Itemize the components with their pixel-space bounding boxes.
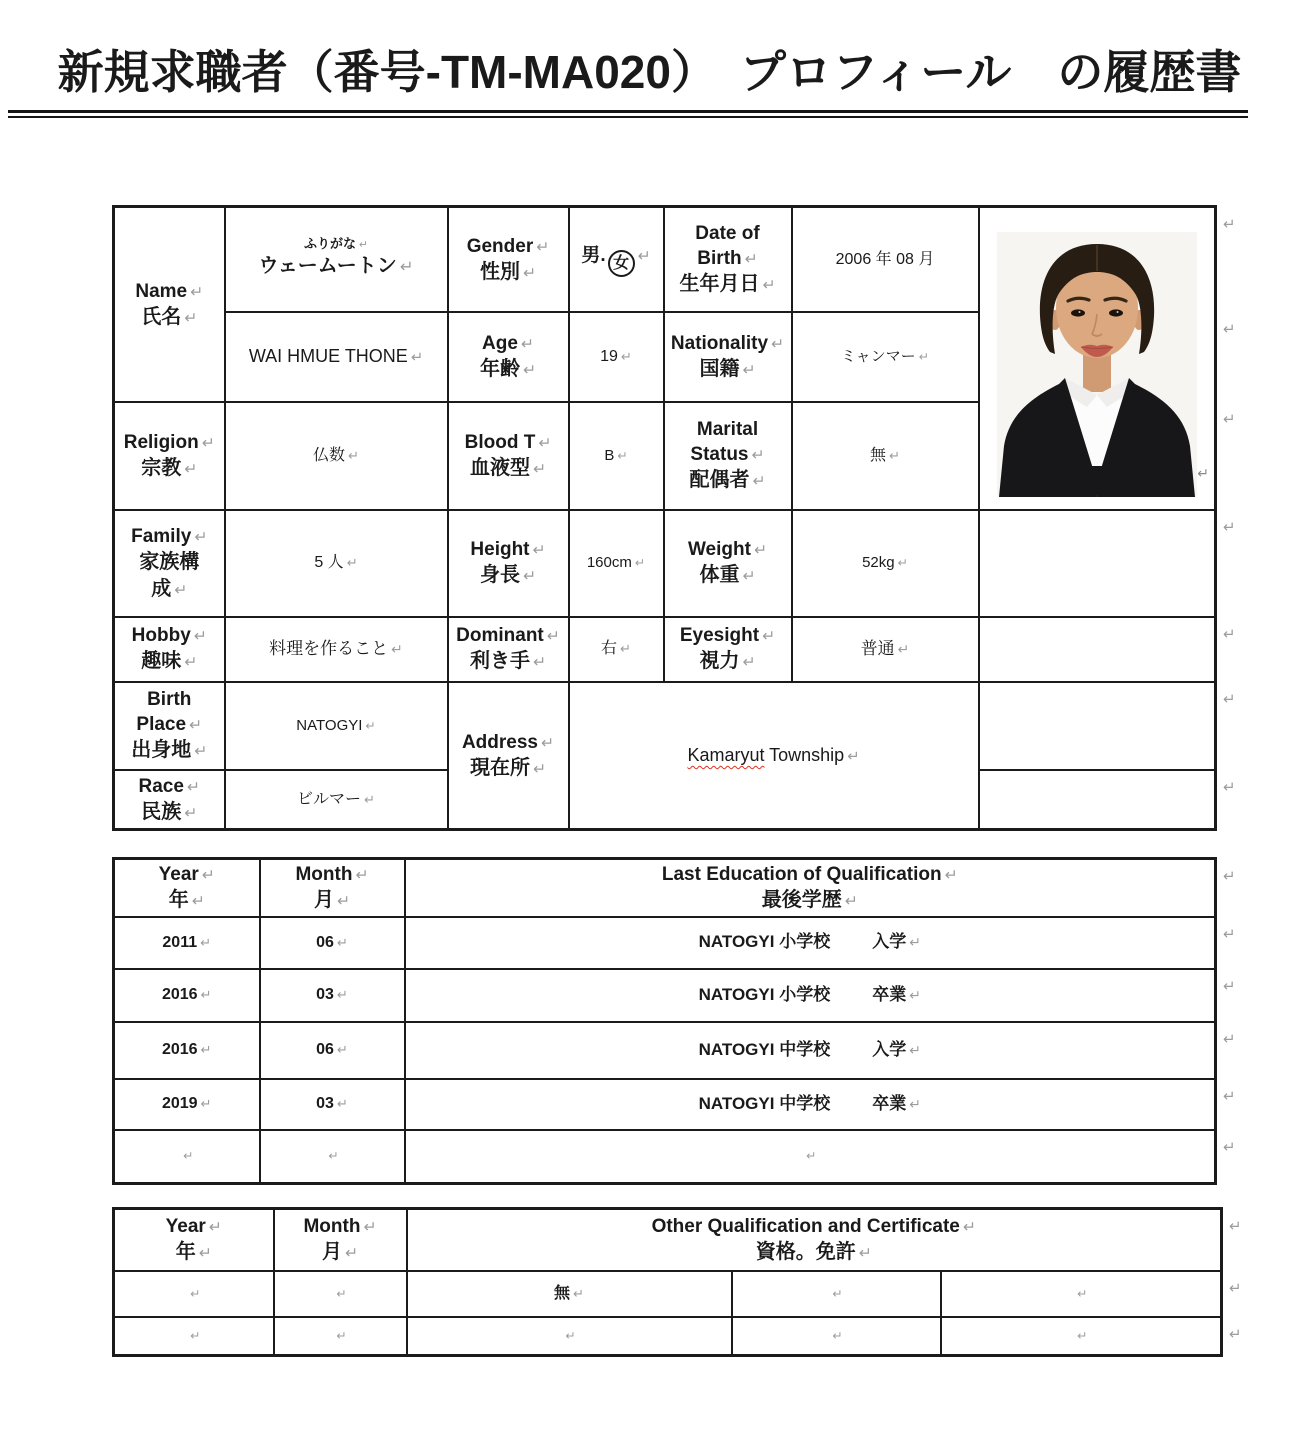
text-run: 06 (316, 1041, 334, 1059)
return-mark: ↵ (752, 472, 766, 491)
return-mark: ↵ (194, 742, 208, 761)
edu-row5-month-empty (260, 1130, 405, 1184)
qual-row1-sub-empty-1 (732, 1271, 941, 1317)
return-mark: ↵ (522, 263, 537, 282)
race-value (225, 770, 448, 830)
return-mark: ↵ (174, 580, 188, 599)
return-mark: ↵ (844, 892, 858, 911)
text-run: Family (131, 526, 192, 548)
age-value (569, 312, 664, 402)
table-row (114, 917, 1216, 969)
profile-table-wrap (112, 205, 1236, 831)
return-mark: ↵ (889, 448, 900, 464)
qual-row2-sub-empty-2 (941, 1317, 1222, 1356)
return-mark: ↵ (617, 448, 628, 463)
edu-row4-desc (405, 1079, 1216, 1130)
text-run: 2016 (161, 1041, 198, 1059)
text-run: Address (461, 731, 538, 753)
qual-row1-year-empty (114, 1271, 274, 1317)
qual-title-header (407, 1209, 1222, 1271)
row-end-mark: ↵ (1223, 867, 1236, 885)
text-run: 仏数 (313, 446, 346, 464)
text-run: ビルマー (297, 790, 362, 808)
table-row (114, 617, 1216, 682)
text-run: 卒業 (872, 984, 907, 1004)
return-mark: ↵ (909, 1042, 921, 1059)
return-mark: ↵ (1077, 1286, 1088, 1301)
text-run: 年齢 (479, 357, 520, 380)
return-mark: ↵ (359, 238, 368, 252)
title-underline-rule (8, 110, 1248, 118)
table-row (114, 510, 1216, 617)
birthplace-value (225, 682, 448, 770)
text-run: Nationality (670, 332, 769, 354)
hobby-label (114, 617, 225, 682)
applicant-photo (997, 232, 1197, 497)
text-run: 配偶者 (689, 469, 750, 492)
text-run: NATOGYI 中学校 (698, 1093, 831, 1113)
address-value (569, 682, 979, 830)
nationality-label (664, 312, 792, 402)
table-row (114, 1022, 1216, 1079)
return-mark: ↵ (190, 1286, 201, 1301)
height-label (448, 510, 569, 617)
return-mark: ↵ (328, 1149, 339, 1164)
return-mark: ↵ (189, 716, 203, 735)
return-mark: ↵ (184, 308, 198, 327)
qual-row2-value-empty (407, 1317, 732, 1356)
text-run: NATOGYI (296, 716, 363, 734)
text-run: 料理を作ること (269, 638, 389, 658)
dominant-hand-value (569, 617, 664, 682)
text-run: Race (138, 775, 184, 797)
text-run: ミャンマー (840, 347, 916, 365)
text-run: 03 (316, 1095, 334, 1113)
text-run: WAI HMUE THONE (248, 346, 408, 367)
row-end-mark: ↵ (1223, 410, 1236, 428)
edu-row2-month (260, 969, 405, 1022)
return-mark: ↵ (336, 935, 348, 951)
return-mark: ↵ (832, 1286, 843, 1301)
table-row (114, 207, 1216, 312)
text-run: ふりがな (304, 236, 357, 252)
return-mark: ↵ (742, 567, 756, 586)
text-run: 体重 (699, 564, 740, 587)
return-mark: ↵ (847, 748, 860, 766)
table-row (114, 859, 1216, 917)
birthplace-label (114, 682, 225, 770)
race-label (114, 770, 225, 830)
return-mark: ↵ (190, 1328, 201, 1343)
return-mark: ↵ (208, 1218, 222, 1237)
text-run: 19 (600, 347, 618, 365)
return-mark: ↵ (186, 777, 200, 796)
age-label (448, 312, 569, 402)
text-run: Month (303, 1216, 361, 1238)
text-run: 2011 (162, 933, 198, 951)
text-run: NATOGYI 小学校 (698, 984, 831, 1004)
text-run: Last Education of Qualification (661, 864, 942, 886)
row-end-mark: ↵ (1223, 625, 1236, 643)
row-end-mark: ↵ (1223, 1087, 1236, 1105)
text-run: Hobby (131, 625, 191, 647)
text-run: NATOGYI 中学校 (698, 1039, 831, 1059)
return-mark: ↵ (364, 792, 375, 808)
text-run: 利き手 (469, 650, 530, 673)
return-mark: ↵ (344, 1244, 359, 1263)
table-row (114, 1130, 1216, 1184)
education-history-table (112, 857, 1217, 1185)
row-end-mark: ↵ (1223, 1138, 1236, 1156)
return-mark: ↵ (183, 1149, 194, 1164)
name-value (225, 312, 448, 402)
text-run: Eyesight (679, 625, 760, 647)
marital-status-value (792, 402, 979, 510)
return-mark: ↵ (193, 627, 207, 646)
text-run: Weight (687, 539, 751, 561)
nationality-value (792, 312, 979, 402)
text-run: 無 (870, 446, 887, 464)
table-row (114, 682, 1216, 770)
return-mark: ↵ (744, 250, 758, 269)
text-run: 無 (554, 1284, 571, 1302)
return-mark: ↵ (546, 627, 560, 646)
edu-row3-desc (405, 1022, 1216, 1079)
family-value (225, 510, 448, 617)
hobby-value (225, 617, 448, 682)
return-mark: ↵ (348, 448, 359, 464)
return-mark: ↵ (184, 803, 198, 822)
edu-row3-year (114, 1022, 260, 1079)
qual-row1-value-none (407, 1271, 732, 1317)
text-run: 現在所 (469, 756, 530, 779)
text-run: Other Qualification and Certificate (651, 1216, 960, 1238)
birthdate-value (792, 207, 979, 312)
text-run: 月 (321, 1241, 342, 1264)
text-run: 最後学歴 (761, 889, 842, 912)
return-mark: ↵ (565, 1328, 576, 1343)
bloodtype-label (448, 402, 569, 510)
edu-row2-desc (405, 969, 1216, 1022)
gender-value (569, 207, 664, 312)
return-mark: ↵ (897, 641, 910, 658)
row-end-mark: ↵ (1229, 1325, 1242, 1343)
eyesight-value (792, 617, 979, 682)
text-run: B (604, 446, 615, 464)
return-mark: ↵ (200, 988, 212, 1004)
table-row (114, 1271, 1222, 1317)
return-mark: ↵ (753, 541, 768, 560)
return-mark: ↵ (858, 1244, 872, 1263)
text-run: Birth (147, 689, 192, 711)
text-run: 月 (313, 889, 334, 912)
qual-month-header (274, 1209, 407, 1271)
text-run: 成 (151, 577, 172, 600)
text-run: 普通 (860, 638, 895, 658)
weight-label (664, 510, 792, 617)
qual-row1-sub-empty-2 (941, 1271, 1222, 1317)
return-mark: ↵ (520, 334, 534, 353)
return-mark: ↵ (191, 892, 205, 911)
text-run: 2016 (161, 986, 198, 1004)
return-mark: ↵ (190, 282, 204, 301)
return-mark: ↵ (522, 567, 537, 586)
text-run: 国籍 (699, 357, 740, 380)
edu-row2-year (114, 969, 260, 1022)
return-mark: ↵ (897, 556, 908, 571)
return-mark: ↵ (365, 718, 376, 733)
text-run: 宗教 (141, 456, 182, 479)
return-mark: ↵ (540, 733, 555, 752)
text-run: Height (470, 539, 530, 561)
return-mark: ↵ (909, 1096, 921, 1113)
text-run: Year (158, 864, 199, 886)
edu-year-header (114, 859, 260, 917)
text-run: 52kg (862, 554, 895, 572)
text-run: Gender (466, 235, 534, 257)
education-table-wrap (112, 857, 1236, 1185)
return-mark: ↵ (909, 987, 921, 1004)
gender-label (448, 207, 569, 312)
text-run: 視力 (699, 650, 740, 673)
text-run: 160cm (586, 554, 632, 572)
table-row (114, 1209, 1222, 1271)
return-mark: ↵ (346, 556, 358, 572)
text-run: Marital (696, 419, 759, 441)
row-end-mark: ↵ (1223, 778, 1236, 796)
return-mark: ↵ (532, 653, 547, 672)
photo-cell (979, 207, 1216, 510)
row-end-mark: ↵ (1229, 1217, 1242, 1235)
photo-column-blank-2 (979, 617, 1216, 682)
text-run: 年 (175, 1241, 196, 1264)
text-run: 右 (601, 640, 618, 658)
return-mark: ↵ (944, 866, 958, 885)
text-run: 男. (581, 244, 606, 266)
text-run: Place (136, 714, 187, 736)
bloodtype-value (569, 402, 664, 510)
return-mark: ↵ (200, 1043, 212, 1059)
return-mark: ↵ (336, 892, 351, 911)
edu-title-header (405, 859, 1216, 917)
return-mark: ↵ (832, 1328, 843, 1343)
edu-row1-year (114, 917, 260, 969)
return-mark: ↵ (532, 459, 547, 478)
address-label (448, 682, 569, 830)
text-run: 年 (168, 889, 189, 912)
qual-row1-month-empty (274, 1271, 407, 1317)
return-mark: ↵ (762, 627, 776, 646)
return-mark: ↵ (201, 866, 215, 885)
row-end-mark: ↵ (1223, 1030, 1236, 1048)
religion-label (114, 402, 225, 510)
return-mark: ↵ (742, 653, 756, 672)
text-run: 資格。免許 (755, 1241, 856, 1264)
return-mark: ↵ (742, 360, 756, 379)
text-run: 出身地 (131, 739, 192, 762)
row-end-mark: ↵ (1223, 215, 1236, 233)
return-mark: ↵ (194, 528, 208, 547)
qual-row2-year-empty (114, 1317, 274, 1356)
eyesight-label (664, 617, 792, 682)
family-label (114, 510, 225, 617)
row-end-mark: ↵ (1223, 320, 1236, 338)
return-mark: ↵ (200, 1097, 212, 1113)
text-run: Dominant (456, 625, 544, 647)
text-run: 卒業 (872, 1093, 907, 1113)
return-mark: ↵ (751, 446, 765, 465)
edu-month-header (260, 859, 405, 917)
dominant-hand-label (448, 617, 569, 682)
return-mark: ↵ (573, 1286, 584, 1302)
name-label (114, 207, 225, 402)
return-mark: ↵ (962, 1218, 976, 1237)
text-run: Status (690, 444, 749, 466)
qual-row2-sub-empty-1 (732, 1317, 941, 1356)
return-mark: ↵ (620, 642, 631, 658)
text-run: ウェームートン (258, 255, 397, 278)
row-end-mark: ↵ (1223, 925, 1236, 943)
row-end-mark: ↵ (1229, 1279, 1242, 1297)
text-run: 06 (316, 933, 334, 951)
portrait-photo-graphic (997, 232, 1197, 497)
table-row (114, 969, 1216, 1022)
photo-column-blank-4 (979, 770, 1216, 830)
return-mark: ↵ (336, 1286, 347, 1301)
return-mark: ↵ (355, 866, 369, 885)
return-mark: ↵ (1077, 1328, 1088, 1343)
text-run: Month (295, 864, 353, 886)
return-mark: ↵ (918, 349, 929, 364)
text-run: 5 人 (314, 554, 344, 572)
text-run: 家族構 (139, 551, 200, 574)
return-mark: ↵ (336, 1328, 347, 1343)
return-mark: ↵ (620, 349, 632, 365)
text-run: Birth (697, 248, 742, 270)
weight-value (792, 510, 979, 617)
circled-selection: 女 (608, 250, 635, 277)
edu-row4-year (114, 1079, 260, 1130)
photo-column-blank-1 (979, 510, 1216, 617)
return-mark: ↵ (909, 935, 921, 952)
return-mark: ↵ (201, 433, 215, 452)
edu-row3-month (260, 1022, 405, 1079)
height-value (569, 510, 664, 617)
text-run: Age (482, 332, 518, 354)
table-row (114, 1317, 1222, 1356)
text-run: 性別 (479, 260, 520, 283)
return-mark: ↵ (522, 360, 537, 379)
applicant-profile-table (112, 205, 1217, 831)
return-mark: ↵ (363, 1218, 377, 1237)
text-run: 民族 (141, 800, 182, 823)
edu-row5-year-empty (114, 1130, 260, 1184)
text-run: 生年月日 (679, 273, 760, 296)
table-row (114, 1079, 1216, 1130)
return-mark: ↵ (538, 433, 552, 452)
text-run: 2019 (161, 1095, 198, 1113)
text-run: Religion (123, 431, 199, 453)
return-mark: ↵ (410, 349, 424, 367)
edu-row4-month (260, 1079, 405, 1130)
name-furigana-value (225, 207, 448, 312)
return-mark: ↵ (806, 1149, 817, 1164)
return-mark: ↵ (762, 276, 776, 295)
document-title: 新規求職者（番号-TM-MA020） プロフィール の履歴書 (57, 46, 1242, 98)
return-mark: ↵ (637, 246, 651, 265)
return-mark: ↵ (1197, 466, 1209, 482)
text-run: 入学 (872, 932, 907, 952)
qualification-table-wrap (112, 1207, 1242, 1357)
return-mark: ↵ (532, 541, 546, 560)
return-mark: ↵ (634, 556, 646, 571)
row-end-mark: ↵ (1223, 518, 1236, 536)
text-run: Township (764, 745, 845, 766)
edu-row1-desc (405, 917, 1216, 969)
text-run: Year (165, 1216, 206, 1238)
text-run: 身長 (479, 564, 520, 587)
return-mark: ↵ (771, 334, 785, 353)
return-mark: ↵ (184, 459, 198, 478)
return-mark: ↵ (391, 641, 403, 658)
return-mark: ↵ (399, 257, 414, 277)
return-mark: ↵ (532, 759, 547, 778)
text-run: NATOGYI 小学校 (698, 932, 831, 952)
text-run: 2006 年 08 月 (835, 250, 935, 268)
misspelled-word: Kamaryut (687, 745, 765, 766)
edu-row1-month (260, 917, 405, 969)
qual-year-header (114, 1209, 274, 1271)
text-run: 入学 (872, 1039, 907, 1059)
text-run: 氏名 (141, 305, 182, 328)
qual-row2-month-empty (274, 1317, 407, 1356)
return-mark: ↵ (536, 237, 550, 256)
text-run: Date of (695, 222, 760, 244)
return-mark: ↵ (336, 988, 348, 1004)
return-mark: ↵ (200, 935, 212, 951)
birthdate-label (664, 207, 792, 312)
photo-column-blank-3 (979, 682, 1216, 770)
text-run: Name (135, 280, 188, 302)
row-end-mark: ↵ (1223, 977, 1236, 995)
text-run: 03 (316, 986, 334, 1004)
return-mark: ↵ (336, 1097, 348, 1113)
return-mark: ↵ (336, 1043, 348, 1059)
return-mark: ↵ (198, 1244, 212, 1263)
text-run: 趣味 (141, 650, 182, 673)
return-mark: ↵ (184, 653, 198, 672)
edu-row5-desc-empty (405, 1130, 1216, 1184)
religion-value (225, 402, 448, 510)
row-end-mark: ↵ (1223, 690, 1236, 708)
text-run: 血液型 (469, 456, 530, 479)
marital-status-label (664, 402, 792, 510)
text-run: Blood T (464, 431, 536, 453)
other-qualification-table (112, 1207, 1223, 1357)
